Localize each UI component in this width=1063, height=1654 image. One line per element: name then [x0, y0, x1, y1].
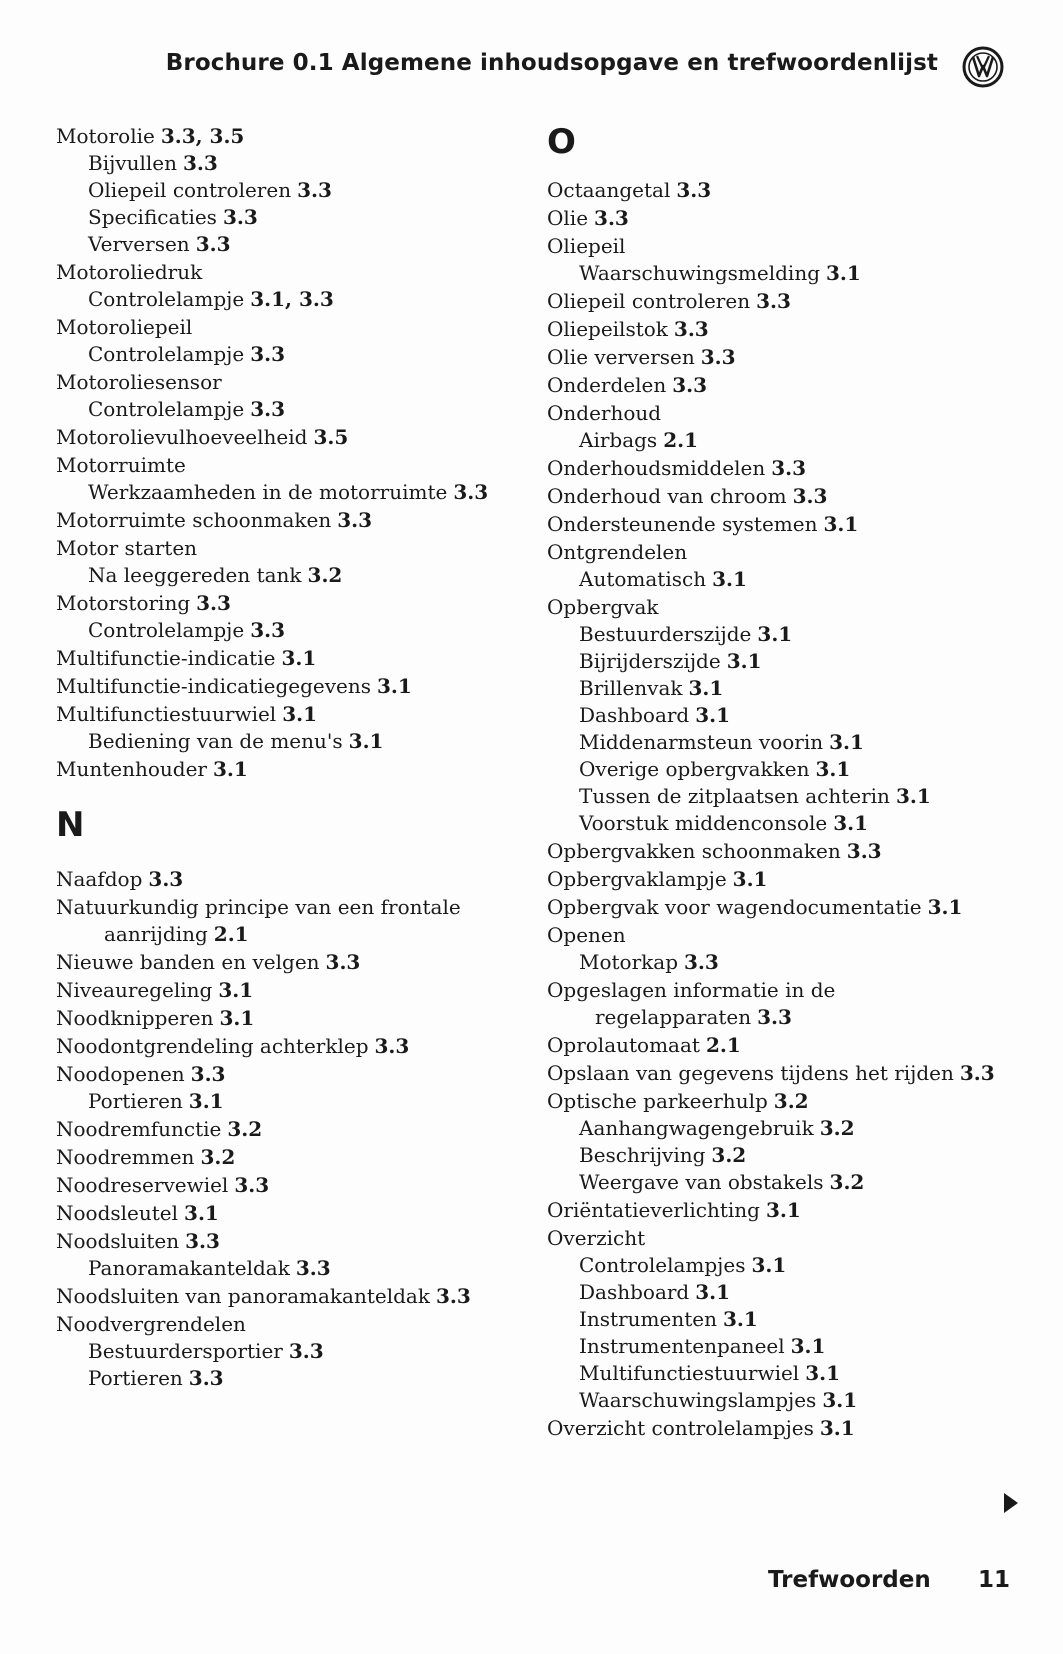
index-entry [547, 482, 1027, 510]
index-entry [547, 1169, 1027, 1196]
index-entry [547, 921, 1027, 949]
index-entry-reference: 3.3 [959, 1061, 995, 1085]
index-entry-term: Opbergvak voor wagendocumentatie [547, 895, 922, 919]
index-entry [56, 150, 516, 177]
index-entry-reference: 3.3 [188, 1366, 224, 1390]
index-entry-term: Panoramakanteldak [88, 1256, 290, 1280]
index-entry [547, 593, 1027, 621]
index-entry [56, 534, 516, 562]
index-entry-term: Naafdop [56, 867, 143, 891]
index-entry [56, 865, 516, 893]
index-entry [547, 1414, 1027, 1442]
index-entry-reference: 3.2 [773, 1089, 809, 1113]
index-entry [56, 589, 516, 617]
index-entry [547, 810, 1027, 837]
index-entry-reference: 3.1 [895, 784, 931, 808]
index-entry-term: Multifunctiestuurwiel [579, 1361, 800, 1385]
index-entry-reference: 3.1 [213, 757, 248, 781]
index-entry-term: Motorruimte schoonmaken [56, 508, 332, 532]
index-entry-term: Controlelampje [88, 618, 245, 642]
index-entry-term: Weergave van obstakels [579, 1170, 824, 1194]
index-entry-reference: 3.1 [829, 730, 864, 754]
index-entry-term: Portieren [88, 1366, 183, 1390]
index-column-left [56, 122, 516, 1392]
index-entry [547, 865, 1027, 893]
index-entry-term: Controlelampjes [579, 1253, 746, 1277]
page-header-title: Brochure 0.1 Algemene inhoudsopgave en trefwoordenlijst [165, 50, 938, 76]
index-entry-reference: 3.3 [222, 205, 258, 229]
index-entry-reference: 3.1 [805, 1361, 840, 1385]
index-entry-reference: 3.3 [297, 178, 332, 202]
index-entry [547, 1279, 1027, 1306]
index-entry-reference: 3.1 [766, 1198, 801, 1222]
index-entry [56, 921, 516, 948]
index-entry-term: Noodremfunctie [56, 1117, 222, 1141]
index-entry [547, 510, 1027, 538]
index-entry [547, 1306, 1027, 1333]
index-group-m [56, 122, 516, 783]
index-entry [547, 1360, 1027, 1387]
index-entry-reference: 3.1 [826, 261, 861, 285]
index-entry-term: regelapparaten [595, 1005, 752, 1029]
index-entry [547, 729, 1027, 756]
index-entry [56, 1282, 516, 1310]
index-entry-reference: 3.3 [771, 456, 807, 480]
index-entry-reference: 3.3 [250, 618, 286, 642]
index-entry-term: Noodontgrendeling achterklep [56, 1034, 369, 1058]
index-entry [547, 1196, 1027, 1224]
index-entry-reference: 3.1 [184, 1201, 219, 1225]
index-entry-reference: 3.3 [190, 1062, 226, 1086]
index-entry-reference: 2.1 [213, 922, 249, 946]
index-entry-reference: 3.1 [377, 674, 412, 698]
index-entry-term: Olie [547, 206, 589, 230]
index-entry-term: Motoroliepeil [56, 315, 193, 339]
index-entry [56, 1004, 516, 1032]
index-entry-reference: 3.3 [757, 1005, 792, 1029]
index-entry-term: Beschrijving [579, 1143, 706, 1167]
index-entry-term: Onderhoud van chroom [547, 484, 787, 508]
index-entry [547, 287, 1027, 315]
index-entry-reference: 3.1 [726, 649, 762, 673]
index-entry [56, 1115, 516, 1143]
index-entry-reference: 3.5 [313, 425, 349, 449]
index-entry-reference: 3.1 [822, 1388, 858, 1412]
index-entry-reference: 3.3 [250, 397, 286, 421]
index-entry [547, 176, 1027, 204]
index-entry-term: Opgeslagen informatie in de [547, 978, 836, 1002]
index-entry [547, 232, 1027, 260]
footer-page-number: 11 [978, 1567, 1011, 1593]
index-entry-reference: 3.2 [819, 1116, 855, 1140]
index-entry-reference: 3.1 [281, 646, 317, 670]
index-entry-term: Motoroliedruk [56, 260, 203, 284]
index-entry-term: Overzicht [547, 1226, 646, 1250]
index-entry-term: Noodsluiten [56, 1229, 180, 1253]
index-entry [56, 1227, 516, 1255]
index-entry-term: Multifunctie-indicatie [56, 646, 276, 670]
index-entry-reference: 3.1 [695, 1280, 731, 1304]
index-entry-term: Oliepeil controleren [88, 178, 292, 202]
index-entry [56, 1255, 516, 1282]
index-entry [547, 1004, 1027, 1031]
index-entry [56, 313, 516, 341]
index-entry-reference: 3.3 [756, 289, 791, 313]
index-entry [56, 286, 516, 313]
index-entry-term: Nieuwe banden en velgen [56, 950, 320, 974]
index-entry-term: Ondersteunende systemen [547, 512, 818, 536]
index-entry-reference: 3.3 [792, 484, 828, 508]
index-entry [56, 122, 516, 150]
index-entry-term: Multifunctie-indicatiegegevens [56, 674, 372, 698]
index-entry [56, 755, 516, 783]
index-entry [56, 1310, 516, 1338]
index-entry-reference: 3.3 [250, 342, 286, 366]
index-entry-reference: 3.3 [374, 1034, 410, 1058]
index-entry-term: Overzicht controlelampjes [547, 1416, 814, 1440]
index-entry [56, 479, 516, 506]
index-entry-reference: 3.1 [722, 1307, 758, 1331]
index-entry [547, 1115, 1027, 1142]
index-entry-term: Motorstoring [56, 591, 191, 615]
index-entry-reference: 3.3 [435, 1284, 471, 1308]
index-entry-term: Oliepeil [547, 234, 626, 258]
index-entry-reference: 3.1 [927, 895, 963, 919]
index-entry-reference: 3.3 [673, 317, 709, 341]
index-entry-reference: 3.3, 3.5 [160, 124, 245, 148]
index-entry-term: Motoroliesensor [56, 370, 222, 394]
index-entry [547, 976, 1027, 1004]
index-entry-term: Opbergvakken schoonmaken [547, 839, 841, 863]
index-entry [56, 204, 516, 231]
index-entry-term: Specificaties [88, 205, 217, 229]
index-entry-term: Octaangetal [547, 178, 671, 202]
index-entry [547, 893, 1027, 921]
index-entry-reference: 3.1 [790, 1334, 826, 1358]
index-entry [547, 783, 1027, 810]
index-entry [56, 423, 516, 451]
index-entry-term: Noodopenen [56, 1062, 185, 1086]
index-entry-term: Instrumenten [579, 1307, 717, 1331]
index-entry-term: Verversen [88, 232, 190, 256]
index-entry-term: Brillenvak [579, 676, 683, 700]
index-entry-term: Opbergvaklampje [547, 867, 727, 891]
index-entry-term: Middenarmsteun voorin [579, 730, 824, 754]
index-entry-reference: 3.2 [829, 1170, 865, 1194]
index-entry-term: Niveauregeling [56, 978, 213, 1002]
index-entry [56, 1060, 516, 1088]
index-entry-reference: 3.1 [819, 1416, 855, 1440]
index-entry-term: Instrumentenpaneel [579, 1334, 785, 1358]
index-entry-term: Noodreservewiel [56, 1173, 229, 1197]
index-entry-term: Motor starten [56, 536, 198, 560]
index-entry [56, 1199, 516, 1227]
index-entry-term: Optische parkeerhulp [547, 1089, 768, 1113]
index-entry-term: Controlelampje [88, 397, 245, 421]
index-entry [56, 1171, 516, 1199]
index-entry [56, 700, 516, 728]
index-entry-term: Na leeggereden tank [88, 563, 302, 587]
index-entry [547, 949, 1027, 976]
index-entry-term: Overige opbergvakken [579, 757, 810, 781]
index-entry-reference: 3.1 [219, 1006, 255, 1030]
index-entry [56, 1338, 516, 1365]
index-entry-reference: 3.3 [846, 839, 882, 863]
index-entry-term: aanrijding [104, 922, 208, 946]
index-entry [56, 1032, 516, 1060]
continue-arrow-icon [1004, 1493, 1018, 1513]
index-entry-reference: 3.3 [295, 1256, 331, 1280]
index-entry-term: Oprolautomaat [547, 1033, 700, 1057]
index-entry-reference: 2.1 [705, 1033, 741, 1057]
index-entry-term: Oliepeil controleren [547, 289, 751, 313]
index-entry [547, 315, 1027, 343]
index-entry [547, 260, 1027, 287]
index-entry-term: Werkzaamheden in de motorruimte [88, 480, 448, 504]
index-entry [547, 399, 1027, 427]
index-entry-reference: 3.1 [712, 567, 747, 591]
index-entry [547, 204, 1027, 232]
index-entry [547, 1142, 1027, 1169]
index-entry-reference: 3.1 [348, 729, 384, 753]
index-entry-reference: 3.1 [757, 622, 793, 646]
index-entry-term: Dashboard [579, 703, 690, 727]
index-entry [547, 371, 1027, 399]
index-entry-reference: 3.3 [684, 950, 719, 974]
index-entry-reference: 3.3 [148, 867, 184, 891]
index-entry [547, 621, 1027, 648]
index-entry [56, 396, 516, 423]
index-entry-term: Bijvullen [88, 151, 177, 175]
index-entry-term: Motorolievulhoeveelheid [56, 425, 308, 449]
index-entry-reference: 3.2 [711, 1143, 747, 1167]
index-entry [56, 368, 516, 396]
index-entry-term: Oliepeilstok [547, 317, 668, 341]
index-entry [547, 1252, 1027, 1279]
index-entry-term: Noodsluiten van panoramakanteldak [56, 1284, 430, 1308]
index-entry-term: Onderhoudsmiddelen [547, 456, 766, 480]
index-entry-reference: 3.3 [288, 1339, 324, 1363]
index-entry-reference: 3.3 [672, 373, 708, 397]
index-entry [547, 1333, 1027, 1360]
index-entry [547, 756, 1027, 783]
index-entry [547, 454, 1027, 482]
index-entry-term: Dashboard [579, 1280, 690, 1304]
index-entry-term: Bijrijderszijde [579, 649, 721, 673]
index-entry-term: Aanhangwagengebruik [579, 1116, 814, 1140]
index-entry [547, 1087, 1027, 1115]
index-entry [56, 451, 516, 479]
index-entry-reference: 3.3 [700, 345, 736, 369]
index-entry [56, 177, 516, 204]
index-entry-term: Motorkap [579, 950, 679, 974]
index-entry-reference: 3.3 [594, 206, 629, 230]
index-entry [547, 1031, 1027, 1059]
index-entry [56, 1088, 516, 1115]
index-entry-term: Bestuurderszijde [579, 622, 752, 646]
index-entry [56, 976, 516, 1004]
index-entry-reference: 3.3 [676, 178, 712, 202]
index-entry-term: Onderdelen [547, 373, 667, 397]
index-entry-term: Motorolie [56, 124, 155, 148]
index-group-o [547, 176, 1027, 1442]
index-entry-term: Natuurkundig principe van een frontale [56, 895, 461, 919]
index-entry-reference: 3.3 [337, 508, 373, 532]
index-entry [56, 893, 516, 921]
index-entry-term: Motorruimte [56, 453, 186, 477]
index-entry [547, 1224, 1027, 1252]
index-entry-term: Opslaan van gegevens tijdens het rijden [547, 1061, 954, 1085]
index-entry-term: Bediening van de menu's [88, 729, 343, 753]
index-entry-term: Voorstuk middenconsole [579, 811, 828, 835]
index-entry-reference: 3.3 [325, 950, 361, 974]
index-entry-term: Portieren [88, 1089, 183, 1113]
index-entry-reference: 3.1 [751, 1253, 787, 1277]
index-entry [547, 343, 1027, 371]
index-entry-term: Muntenhouder [56, 757, 207, 781]
index-entry [56, 231, 516, 258]
index-entry-term: Noodsleutel [56, 1201, 179, 1225]
index-column-right [547, 122, 1027, 1442]
index-entry-reference: 3.1 [688, 676, 724, 700]
footer-section-title: Trefwoorden [768, 1567, 931, 1593]
index-entry [56, 1365, 516, 1392]
index-entry-term: Controlelampje [88, 287, 245, 311]
index-entry-reference: 3.1 [188, 1089, 224, 1113]
index-entry-term: Noodremmen [56, 1145, 195, 1169]
index-entry-term: Airbags [579, 428, 658, 452]
index-entry [56, 617, 516, 644]
index-entry-term: Ontgrendelen [547, 540, 688, 564]
index-entry [56, 341, 516, 368]
index-entry [547, 702, 1027, 729]
index-entry [56, 506, 516, 534]
index-entry-term: Oriëntatieverlichting [547, 1198, 760, 1222]
index-entry-reference: 3.1 [815, 757, 851, 781]
index-entry-term: Noodknipperen [56, 1006, 214, 1030]
index-entry-term: Tussen de zitplaatsen achterin [579, 784, 890, 808]
index-entry-term: Automatisch [579, 567, 707, 591]
index-entry [56, 562, 516, 589]
index-entry-reference: 3.3 [185, 1229, 220, 1253]
index-entry [56, 1143, 516, 1171]
index-entry [56, 644, 516, 672]
index-entry [56, 672, 516, 700]
index-entry-reference: 3.3 [453, 480, 489, 504]
index-entry-reference: 2.1 [663, 428, 698, 452]
index-entry-term: Onderhoud [547, 401, 662, 425]
index-entry-term: Noodvergrendelen [56, 1312, 246, 1336]
index-letter-heading-n: N [56, 805, 85, 845]
index-entry-reference: 3.1 [823, 512, 859, 536]
index-entry-reference: 3.3 [195, 232, 231, 256]
index-entry [547, 427, 1027, 454]
index-entry [56, 258, 516, 286]
index-entry [547, 1387, 1027, 1414]
index-group-n [56, 865, 516, 1392]
index-entry-reference: 3.3 [182, 151, 218, 175]
index-entry-term: Multifunctiestuurwiel [56, 702, 277, 726]
index-entry-reference: 3.3 [234, 1173, 270, 1197]
index-entry-term: Bestuurdersportier [88, 1339, 283, 1363]
index-entry-reference: 3.1 [732, 867, 768, 891]
index-entry-term: Opbergvak [547, 595, 659, 619]
index-entry-reference: 3.1 [833, 811, 869, 835]
index-entry-term: Controlelampje [88, 342, 245, 366]
index-entry [56, 728, 516, 755]
index-entry-reference: 3.1 [695, 703, 731, 727]
index-letter-heading-o: O [547, 122, 576, 162]
index-entry-reference: 3.1 [282, 702, 317, 726]
vw-logo-icon [962, 46, 1004, 88]
index-entry-reference: 3.3 [196, 591, 231, 615]
index-entry [547, 1059, 1027, 1087]
index-entry [547, 675, 1027, 702]
index-entry [547, 538, 1027, 566]
index-entry-reference: 3.2 [307, 563, 343, 587]
index-entry [547, 837, 1027, 865]
index-entry-term: Olie verversen [547, 345, 695, 369]
index-entry [547, 566, 1027, 593]
index-entry [56, 948, 516, 976]
index-entry-term: Waarschuwingslampjes [579, 1388, 817, 1412]
index-entry-reference: 3.1, 3.3 [250, 287, 334, 311]
index-entry-reference: 3.2 [227, 1117, 263, 1141]
index-entry [547, 648, 1027, 675]
index-entry-reference: 3.1 [218, 978, 254, 1002]
index-entry-term: Openen [547, 923, 626, 947]
index-entry-reference: 3.2 [200, 1145, 236, 1169]
index-entry-term: Waarschuwingsmelding [579, 261, 820, 285]
